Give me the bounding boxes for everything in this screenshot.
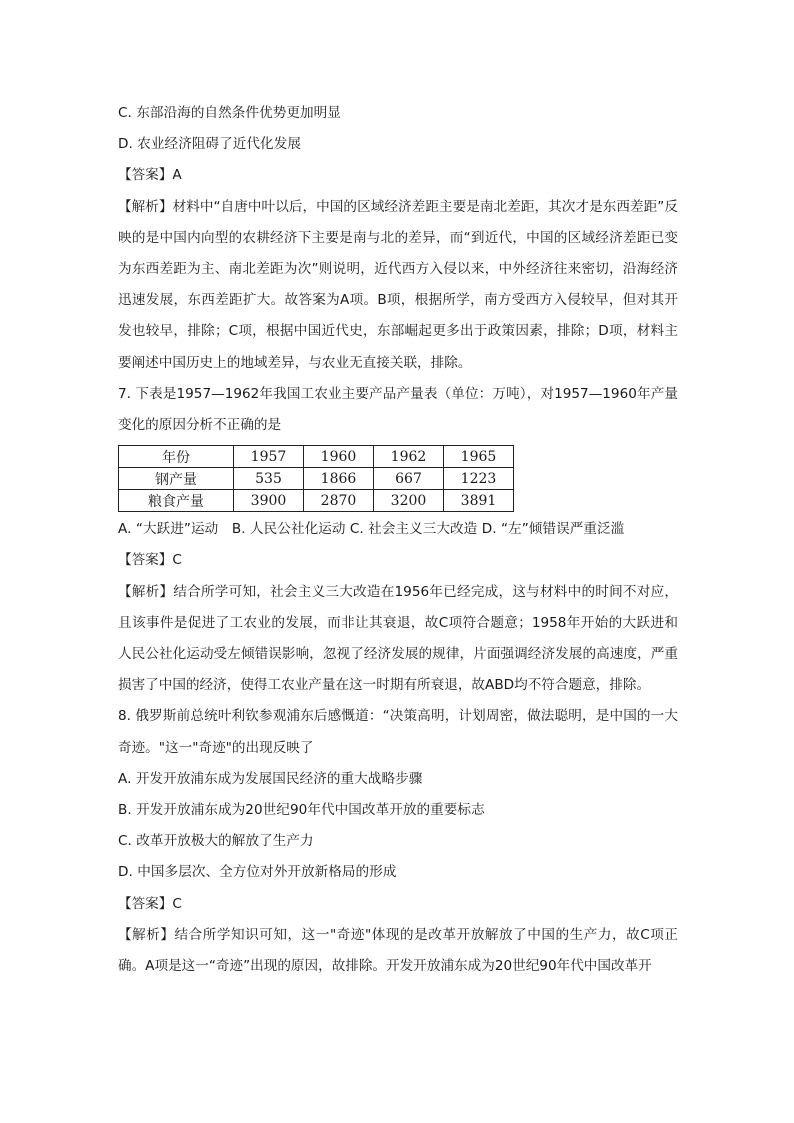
table-cell: 3200	[374, 490, 444, 512]
production-table	[118, 445, 514, 512]
table-header-cell: 1957	[234, 446, 304, 468]
table-cell: 3900	[234, 490, 304, 512]
q6-option-d: D. 农业经济阻碍了近代化发展	[118, 136, 301, 153]
table-cell: 2870	[304, 490, 374, 512]
table-cell: 钢产量	[119, 468, 234, 490]
q8-analysis: 【解析】结合所学知识可知，这一"奇迹"体现的是改革开放解放了中国的生产力，故C项正确。A项是这一“奇迹”出现的原因，故排除。开发开放浦东成为20世纪90年代中国改革开	[118, 926, 678, 975]
table-header-cell: 1962	[374, 446, 444, 468]
q7-analysis: 【解析】结合所学可知，社会主义三大改造在1956年已经完成，这与材料中的时间不对应，且该事件是促进了工农业的发展，而非让其衰退，故C项符合题意；1958年开始的大跃进和人民公社化运动受左倾错误影响，忽视了经济发展的规律，片面强调经济发展的高速度，严重损害了中国的经济，使得工农业产量在这一时期有所衰退，故ABD均不符合题意，排除。	[118, 583, 678, 694]
q7-options: A. “大跃进”运动 B. 人民公社化运动 C. 社会主义三大改造 D. “左”倾错误严重泛滥	[118, 521, 625, 538]
table-row	[119, 468, 514, 490]
q7-stem: 7. 下表是1957—1962年我国工农业主要产品产量表（单位：万吨），对1957—1960年产量变化的原因分析不正确的是	[118, 385, 678, 434]
table-cell: 粮食产量	[119, 490, 234, 512]
table-row	[119, 490, 514, 512]
q8-stem: 8. 俄罗斯前总统叶利钦参观浦东后感慨道：“决策高明，计划周密，做法聪明，是中国的一大奇迹。"这一"奇迹"的出现反映了	[118, 708, 678, 756]
q7-table-wrap	[118, 445, 678, 512]
table-header-cell: 1965	[444, 446, 514, 468]
table-cell: 535	[234, 468, 304, 490]
q8-option-a: A. 开发开放浦东成为发展国民经济的重大战略步骤	[118, 770, 423, 787]
table-cell: 667	[374, 468, 444, 490]
q6-analysis: 【解析】材料中“自唐中叶以后，中国的区域经济差距主要是南北差距，其次才是东西差距”反映的是中国内向型的农耕经济下主要是南与北的差异，而“到近代，中国的区域经济差距已变为东西差距为主、南北差距为次”则说明，近代西方入侵以来，中外经济往来密切，沿海经济迅速发展，东西差距扩大。故答案为A项。B项，根据所学，南方受西方入侵较早，但对其开发也较早，排除；C项，根据中国近代史，东部崛起更多出于政策因素，排除；D项，材料主要阐述中国历史上的地域差异，与农业无直接关联，排除。	[118, 198, 678, 371]
table-header-cell: 年份	[119, 446, 234, 468]
q7-answer: 【答案】C	[118, 552, 182, 569]
table-cell: 1223	[444, 468, 514, 490]
table-header-cell: 1960	[304, 446, 374, 468]
table-cell: 1866	[304, 468, 374, 490]
q8-answer: 【答案】C	[118, 895, 182, 912]
q6-option-c: C. 东部沿海的自然条件优势更加明显	[118, 105, 341, 121]
q8-option-c: C. 改革开放极大的解放了生产力	[118, 833, 314, 850]
table-header-row	[119, 446, 514, 468]
document-page	[118, 98, 678, 982]
q6-answer: 【答案】A	[118, 167, 182, 184]
table-cell: 3891	[444, 490, 514, 512]
q8-option-d: D. 中国多层次、全方位对外开放新格局的形成	[118, 864, 397, 881]
q8-option-b: B. 开发开放浦东成为20世纪90年代中国改革开放的重要标志	[118, 802, 485, 819]
